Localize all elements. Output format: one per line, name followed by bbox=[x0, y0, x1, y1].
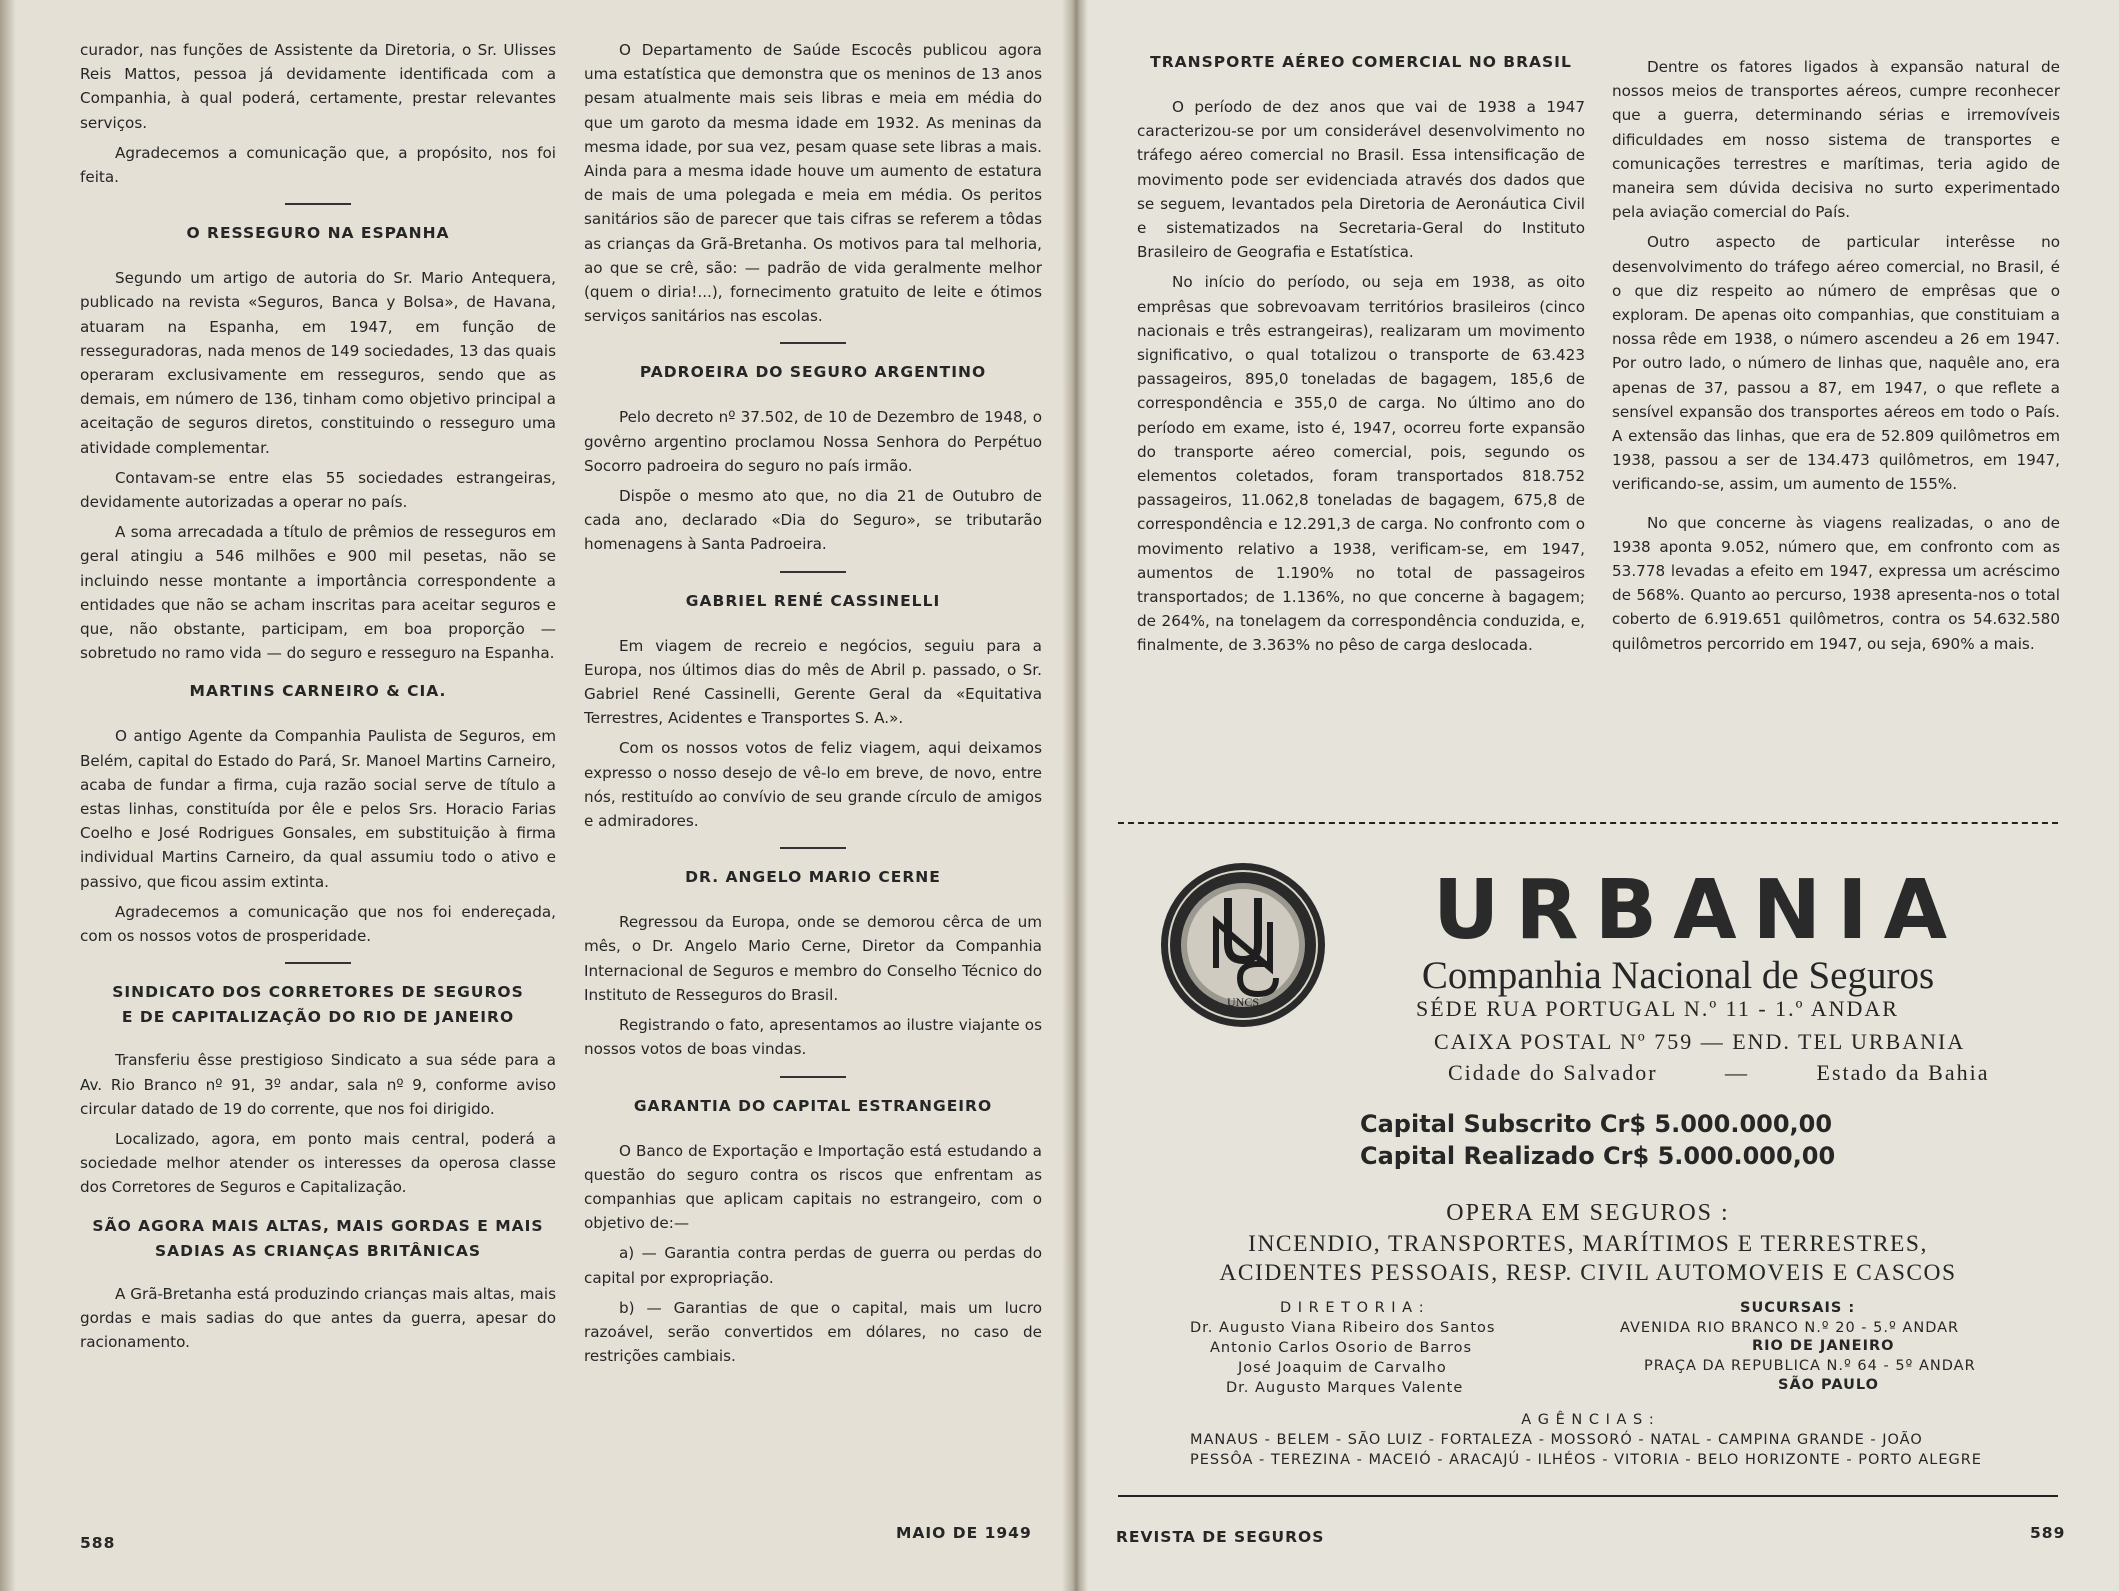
city-line bbox=[1448, 1060, 2028, 1086]
paragraph: Registrando o fato, apresentamos ao ilustre viajante os nossos votos de boas vindas. bbox=[584, 1016, 1042, 1059]
article-title: O RESSEGURO NA ESPANHA bbox=[186, 224, 450, 243]
seal-lettering: UNCS bbox=[1226, 995, 1260, 1009]
branch-address: AVENIDA RIO BRANCO N.º 20 - 5.º ANDAR bbox=[1620, 1320, 1960, 1336]
paragraph: Localizado, agora, em ponto mais central, poderá a sociedade melhor atender os interesses da operosa classe dos Corretores de Seguros e Capitalização. bbox=[80, 1129, 556, 1197]
article-title: DR. ANGELO MARIO CERNE bbox=[685, 868, 941, 887]
separator: — bbox=[1725, 1060, 1750, 1085]
paragraph: Outro aspecto de particular interêsse no desenvolvimento do tráfego aéreo comercial, no Brasil, é o que diz respeito ao número de emprêsas que o exploram. De apenas oito companhias, que constituiam a nossa rêde em 1938, o número ascendeu a 26 em 1947. Por outro lado, o número de linhas que, naquêle ano, era apenas de 37, passou a 87, em 1947, o que reflete a sensível expansão dos transportes aéreos em todo o País. A extensão das linhas, que era de 52.809 quilômetros em 1938, passou a ser de 134.473 quilômetros, em 1947, verificando-se, assim, um aumento de 155%. bbox=[1612, 233, 2060, 494]
section-divider bbox=[285, 203, 351, 205]
article-title bbox=[80, 980, 556, 1030]
paragraph: Contavam-se entre elas 55 sociedades estrangeiras, devidamente autorizadas a operar no país. bbox=[80, 468, 556, 512]
section-divider bbox=[780, 571, 846, 573]
company-name: URBANIA bbox=[1432, 863, 1964, 958]
company-seal-logo bbox=[1158, 860, 1328, 1030]
paragraph: Transferiu êsse prestigioso Sindicato a sua séde para a Av. Rio Branco nº 91, 3º andar, sala nº 9, conforme aviso circular datado de 19 do corrente, que nos foi dirigido. bbox=[80, 1051, 556, 1118]
state: Estado da Bahia bbox=[1816, 1060, 1990, 1085]
paragraph: Segundo um artigo de autoria do Sr. Mario Antequera, publicado na revista «Seguros, Banca y Bolsa», de Havana, atuaram na Espanha, em 1947, em função de resseguradoras, nada menos de 149 sociedades, 13 das quais operaram exclusivamente em resseguros, sendo que as demais, em número de 136, tinham como objetivo principal a aceitação de seguros diretos, constituindo o resseguro uma atividade complementar. bbox=[80, 269, 556, 457]
article-title: GABRIEL RENÉ CASSINELLI bbox=[685, 591, 941, 610]
paragraph: O período de dez anos que vai de 1938 a 1947 caracterizou-se por um considerável desenvolvimento no tráfego aéreo comercial no Brasil. Essa intensificação de movimento pode ser evidenciada através dos dados que se seguem, levantados pela Diretoria de Aeronáutica Civil e sistematizados na Secretaria-Geral do Instituto Brasileiro de Geografia e Estatística. bbox=[1137, 98, 1585, 262]
article-title-line: SINDICATO DOS CORRETORES DE SEGUROS bbox=[112, 983, 524, 1002]
paragraph: Dispõe o mesmo ato que, no dia 21 de Outubro de cada ano, declarado «Dia do Seguro», se tributarão homenagens à Santa Padroeira. bbox=[584, 487, 1042, 554]
paragraph: Dentre os fatores ligados à expansão natural de nossos meios de transportes aéreos, cumpre reconhecer que a guerra, determinando sérias e irremovíveis dificuldades em nosso sistema de transportes e comunicações terrestres e marítimas, teria agido de maneira sem dúvida decisiva no surto experimentado pela aviação comercial do País. bbox=[1612, 58, 2060, 222]
city: Cidade do Salvador bbox=[1448, 1060, 1658, 1085]
paragraph: A soma arrecadada a título de prêmios de resseguros em geral atingiu a 546 milhões e 900 mil pesetas, não se incluindo nesse montante a importância correspondente a entidades que não se acham inscritas para aceitar seguros e que, não obstante, participam, em boa proporção — sobretudo no ramo vida — do seguro e resseguro na Espanha. bbox=[80, 523, 556, 663]
article-title: TRANSPORTE AÉREO COMERCIAL NO BRASIL bbox=[1150, 53, 1572, 71]
director-name: José Joaquim de Carvalho bbox=[1238, 1360, 1447, 1376]
section-divider bbox=[285, 962, 351, 964]
insurance-lines: ACIDENTES PESSOAIS, RESP. CIVIL AUTOMOVEIS E CASCOS bbox=[1219, 1260, 1957, 1286]
paragraph: Em viagem de recreio e negócios, seguiu para a Europa, nos últimos dias do mês de Abril p. passado, o Sr. Gabriel René Cassinelli, Gerente Geral da «Equitativa Terrestres, Acidentes e Transportes S. A.». bbox=[584, 636, 1042, 728]
paragraph: Regressou da Europa, onde se demorou cêrca de um mês, o Dr. Angelo Mario Cerne, Diretor da Companhia Internacional de Seguros e membro do Conselho Técnico do Instituto de Resseguros do Brasil. bbox=[584, 913, 1042, 1004]
paragraph: No início do período, ou seja em 1938, as oito emprêsas que sobrevoavam territórios brasileiros (cinco nacionais e três estrangeiras), realizaram um movimento significativo, o qual totalizou o transporte de 63.423 passageiros, 895,0 toneladas de bagagem, 185,6 de correspondência e 355,0 de carga. No último ano do período em exame, isto é, 1947, ocorreu forte expansão do transporte aéreo comercial, pois, segundo os elementos coletados, foram transportados 818.752 passageiros, 11.062,8 toneladas de bagagem, 675,8 de correspondência e 12.291,3 de carga. No confronto com o movimento relativo a 1938, verificam-se, em 1947, aumentos de 1.190% no total de passageiros transportados; de 1.136%, no que concerne à bagagem; de 264%, na tonelagem da correspondência conduzida, e, finalmente, de 3.363% no pêso de carga deslocada. bbox=[1137, 273, 1585, 655]
running-footer: MAIO DE 1949 bbox=[896, 1524, 1032, 1542]
capital-subscrito: Capital Subscrito Cr$ 5.000.000,00 bbox=[1360, 1110, 1833, 1138]
section-divider bbox=[780, 1076, 846, 1078]
branches-heading: SUCURSAIS : bbox=[1740, 1300, 1856, 1316]
paragraph: b) — Garantias de que o capital, mais um lucro razoável, serão convertidos em dólares, no caso de restrições cambiais. bbox=[584, 1298, 1042, 1366]
paragraph: Agradecemos a comunicação que, a propósito, nos foi feita. bbox=[80, 143, 556, 187]
article-title: MARTINS CARNEIRO & CIA. bbox=[189, 682, 447, 701]
paragraph: A Grã-Bretanha está produzindo crianças mais altas, mais gordas e mais sadias do que antes da guerra, apesar do racionamento. bbox=[80, 1284, 556, 1351]
board-heading: D I R E T O R I A : bbox=[1280, 1300, 1425, 1316]
branch-city: SÃO PAULO bbox=[1778, 1377, 1879, 1393]
paragraph: curador, nas funções de Assistente da Diretoria, o Sr. Ulisses Reis Mattos, pessoa já devidamente identificada com a Companhia, à qual poderá, certamente, prestar relevantes serviços. bbox=[80, 41, 556, 132]
operations-heading: OPERA EM SEGUROS : bbox=[1446, 1200, 1730, 1226]
paragraph: O Departamento de Saúde Escocês publicou agora uma estatística que demonstra que os meninos de 13 anos pesam atualmente mais seis libras e meia em média do que um garoto da mesma idade em 1932. As meninas da mesma idade, por sua vez, pesam quase sete libras a mais. Ainda para a mesma idade houve um aumento de estatura de mais de uma polegada e meia em média. Os peritos sanitários são de parecer que tais cifras se referem a tôdas as crianças da Grã-Bretanha. Os motivos para tal melhoria, ao que se crê, são: — padrão de vida geralmente melhor (quem o diria!...), fornecimento gratuito de leite e ótimos serviços sanitários nas escolas. bbox=[584, 41, 1042, 326]
agencies-list: MANAUS - BELEM - SÃO LUIZ - FORTALEZA - MOSSORÓ - NATAL - CAMPINA GRANDE - JOÃO bbox=[1190, 1432, 1923, 1448]
article-title-line: SADIAS AS CRIANÇAS BRITÂNICAS bbox=[154, 1241, 482, 1260]
paragraph: O antigo Agente da Companhia Paulista de Seguros, em Belém, capital do Estado do Pará, Sr. Manoel Martins Carneiro, acaba de fundar a firma, cuja razão social serve de título a estas linhas, constituída por êle e pelos Srs. Horacio Farias Coelho e José Rodrigues Gonsales, em substituição à firma individual Martins Carneiro, da qual assumiu todo o ativo e passivo, que ficou assim extinta. bbox=[80, 727, 556, 891]
director-name: Antonio Carlos Osorio de Barros bbox=[1210, 1340, 1473, 1356]
section-divider bbox=[780, 342, 846, 344]
left-column-1 bbox=[80, 38, 556, 1360]
director-name: Dr. Augusto Marques Valente bbox=[1226, 1380, 1464, 1396]
article-title bbox=[80, 1214, 556, 1264]
right-column-2 bbox=[1612, 55, 2060, 662]
running-footer: REVISTA DE SEGUROS bbox=[1116, 1528, 1325, 1546]
article-title: PADROEIRA DO SEGURO ARGENTINO bbox=[639, 363, 987, 382]
paragraph: No que concerne às viagens realizadas, o ano de 1938 aponta 9.052, número que, em confronto com as 53.778 levadas a efeito em 1947, expressa um acréscimo de 568%. Quanto ao percurso, 1938 apresenta-nos o total coberto de 6.919.651 quilômetros, contra os 54.632.580 quilômetros percorrido em 1947, ou seja, 690% a mais. bbox=[1612, 513, 2060, 653]
insurance-lines: INCENDIO, TRANSPORTES, MARÍTIMOS E TERRESTRES, bbox=[1248, 1231, 1928, 1257]
page-edge bbox=[0, 0, 16, 1591]
book-gutter bbox=[1062, 0, 1088, 1591]
left-column-2 bbox=[584, 38, 1042, 1374]
company-subtitle: Companhia Nacional de Seguros bbox=[1421, 954, 1935, 997]
capital-realizado: Capital Realizado Cr$ 5.000.000,00 bbox=[1360, 1142, 1836, 1170]
branch-city: RIO DE JANEIRO bbox=[1752, 1338, 1895, 1354]
paragraph: Com os nossos votos de feliz viagem, aqui deixamos expresso o nosso desejo de vê-lo em breve, de novo, entre nós, restituído ao convívio de seu grande círculo de amigos e admiradores. bbox=[584, 739, 1042, 831]
company-address: SÉDE RUA PORTUGAL N.º 11 - 1.º ANDAR bbox=[1416, 996, 1899, 1021]
page-number: 589 bbox=[2030, 1524, 2066, 1542]
article-title: GARANTIA DO CAPITAL ESTRANGEIRO bbox=[633, 1096, 993, 1115]
agencies-heading: A G Ê N C I A S : bbox=[1521, 1412, 1655, 1428]
postal-box: CAIXA POSTAL Nº 759 — END. TEL URBANIA bbox=[1434, 1029, 1966, 1054]
paragraph: Agradecemos a comunicação que nos foi endereçada, com os nossos votos de prosperidade. bbox=[80, 902, 556, 946]
paragraph: a) — Garantia contra perdas de guerra ou perdas do capital por expropriação. bbox=[584, 1244, 1042, 1287]
agencies-list: PESSÔA - TEREZINA - MACEIÓ - ARACAJÚ - ILHÉOS - VITORIA - BELO HORIZONTE - PORTO ALEGRE bbox=[1190, 1452, 1982, 1468]
paragraph: Pelo decreto nº 37.502, de 10 de Dezembro de 1948, o govêrno argentino proclamou Nossa Senhora do Perpétuo Socorro padroeira do seguro no país irmão. bbox=[584, 408, 1042, 475]
section-divider bbox=[780, 847, 846, 849]
branch-address: PRAÇA DA REPUBLICA N.º 64 - 5º ANDAR bbox=[1644, 1358, 1976, 1374]
right-column-1 bbox=[1137, 50, 1585, 664]
page-number: 588 bbox=[80, 1534, 116, 1552]
article-title-line: E DE CAPITALIZAÇÃO DO RIO DE JANEIRO bbox=[121, 1008, 515, 1027]
article-title-line: SÃO AGORA MAIS ALTAS, MAIS GORDAS E MAIS bbox=[92, 1216, 544, 1235]
director-name: Dr. Augusto Viana Ribeiro dos Santos bbox=[1190, 1320, 1496, 1336]
urbania-advertisement bbox=[1118, 822, 2058, 1497]
paragraph: O Banco de Exportação e Importação está estudando a questão do seguro contra os riscos que enfrentam as companhias que aplicam capitais no estrangeiro, com o objetivo de:— bbox=[584, 1141, 1042, 1233]
